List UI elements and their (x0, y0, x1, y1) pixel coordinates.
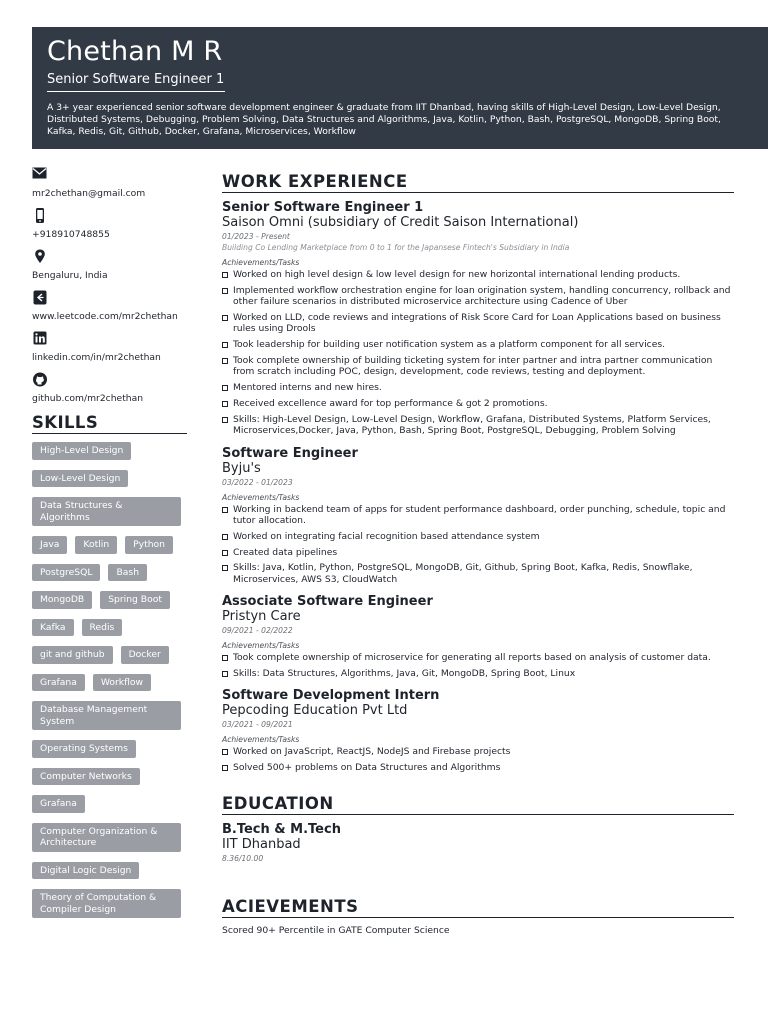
task-item: Created data pipelines (222, 547, 734, 558)
skill-tag: Digital Logic Design (32, 862, 139, 880)
leetcode-text: www.leetcode.com/mr2chethan (32, 311, 178, 322)
task-item: Skills: Data Structures, Algorithms, Java, Git, MongoDB, Spring Boot, Linux (222, 668, 734, 679)
candidate-name: Chethan M R (47, 36, 223, 67)
phone-text: +918910748855 (32, 229, 110, 240)
resume-header (32, 27, 768, 149)
task-list (222, 504, 734, 586)
task-item: Working in backend team of apps for student performance dashboard, order punching, schedule, topic and tutor allocation. (222, 504, 734, 527)
linkedin-icon (32, 331, 187, 346)
school: IIT Dhanbad (222, 836, 301, 852)
task-item: Skills: Java, Kotlin, Python, PostgreSQL, MongoDB, Git, Github, Spring Boot, Kafka, Redis, Snowflake, Microservices, AWS S3, CloudWatch (222, 562, 734, 585)
sidebar (32, 167, 187, 918)
contact-github[interactable] (32, 372, 187, 404)
achievements-label: Achievements/Tasks (222, 735, 300, 745)
skill-tag: Data Structures & Algorithms (32, 497, 181, 526)
skill-tag: High-Level Design (32, 442, 131, 460)
task-item: Worked on high level design & low level design for new horizontal international lending products. (222, 269, 734, 280)
task-item: Solved 500+ problems on Data Structures and Algorithms (222, 762, 734, 773)
contact-linkedin[interactable] (32, 331, 187, 363)
profile-summary: A 3+ year experienced senior software development engineer & graduate from IIT Dhanbad, having skills of High-Level Design, Low-Level Design, Distributed Systems, Debugging, Problem Solving, Data Structures and Algorithms, Java, Kotlin, Python, Bash, PostgreSQL, MongoDB, Spring Boot, Kafka, Redis, Git, Github, Docker, Grafana, Microservices, Workflow (47, 102, 721, 138)
skill-tag: Operating Systems (32, 740, 136, 758)
skill-tag: PostgreSQL (32, 564, 100, 582)
leetcode-icon (32, 290, 187, 305)
skill-tag: Java (32, 536, 67, 554)
job-dates: 01/2023 - Present (222, 232, 290, 241)
achievements-label: Achievements/Tasks (222, 641, 300, 651)
achievements-label: Achievements/Tasks (222, 492, 300, 502)
job-dates: 03/2022 - 01/2023 (222, 477, 293, 487)
contact-phone[interactable] (32, 208, 187, 240)
job-title: Senior Software Engineer 1 (222, 200, 424, 215)
location-icon (32, 249, 187, 264)
skill-tag: Computer Networks (32, 768, 140, 786)
task-list (222, 269, 734, 437)
achievements-section (222, 898, 734, 937)
job-title: Software Development Intern (222, 688, 440, 704)
skill-tag: Database Management System (32, 701, 181, 730)
job-title: Associate Software Engineer (222, 594, 433, 610)
achievement-item: Scored 90+ Percentile in GATE Computer Science (222, 924, 450, 936)
contact-email[interactable] (32, 167, 187, 199)
skill-tag: Theory of Computation & Compiler Design (32, 889, 181, 918)
skill-tag: Low-Level Design (32, 470, 128, 488)
contact-location (32, 249, 187, 281)
linkedin-text: linkedin.com/in/mr2chethan (32, 352, 161, 363)
achievements-heading: ACIEVEMENTS (222, 898, 734, 918)
task-item: Worked on JavaScript, ReactJS, NodeJS and Firebase projects (222, 746, 734, 757)
task-item: Took complete ownership of building ticketing system for inter partner and intra partner communication from scratch including POC, design, development, code reviews, testing and deployment. (222, 355, 734, 378)
skill-tag: Computer Organization & Architecture (32, 823, 181, 852)
task-item: Took complete ownership of microservice for generating all reports based on analysis of customer data. (222, 652, 734, 663)
task-list (222, 652, 734, 679)
skill-tag: Kotlin (75, 536, 117, 554)
task-item: Received excellence award for top performance & got 2 promotions. (222, 398, 734, 409)
skill-tag: Kafka (32, 619, 74, 637)
skill-tag: Python (125, 536, 173, 554)
job-title: Software Engineer (222, 445, 358, 461)
job-entry (222, 200, 734, 437)
skill-tag: MongoDB (32, 591, 92, 609)
task-item: Worked on LLD, code reviews and integrations of Risk Score Card for Loan Applications based on business rules using Drools (222, 312, 734, 335)
education-section (222, 795, 734, 864)
skills-list (32, 442, 187, 918)
task-item: Mentored interns and new hires. (222, 382, 734, 393)
location-text: Bengaluru, India (32, 270, 108, 281)
task-item: Implemented workflow orchestration engine for loan origination system, handling concurrency, rollback and other failure scenarios in distributed microservice architecture using Cadence of Uber (222, 285, 734, 308)
email-icon (32, 167, 187, 182)
contact-leetcode[interactable] (32, 290, 187, 322)
github-text: github.com/mr2chethan (32, 393, 144, 404)
job-entry (222, 688, 734, 773)
skills-heading: SKILLS (32, 413, 187, 434)
company-name: Byju's (222, 460, 261, 476)
skill-tag: Redis (82, 619, 123, 637)
email-text: mr2chethan@gmail.com (32, 188, 146, 199)
company-name: Pepcoding Education Pvt Ltd (222, 703, 408, 719)
company-name: Saison Omni (subsidiary of Credit Saison International) (222, 215, 579, 230)
task-item: Took leadership for building user notification system as a platform component for all services. (222, 339, 734, 350)
degree: B.Tech & M.Tech (222, 821, 341, 837)
company-name: Pristyn Care (222, 609, 301, 625)
task-list (222, 746, 734, 773)
skill-tag: Grafana (32, 795, 85, 813)
job-description: Building Co Lending Marketplace from 0 to 1 for the Japansese Fintech's Subsidiary in India (222, 243, 570, 252)
skill-tag: git and github (32, 646, 113, 664)
score: 8.36/10.00 (222, 853, 264, 863)
job-entry (222, 446, 734, 586)
job-entry (222, 594, 734, 679)
work-experience-heading: WORK EXPERIENCE (222, 173, 734, 193)
phone-icon (32, 208, 187, 223)
skill-tag: Grafana (32, 674, 85, 692)
skill-tag: Workflow (93, 674, 151, 692)
job-dates: 09/2021 - 02/2022 (222, 626, 293, 636)
achievements-label: Achievements/Tasks (222, 258, 300, 267)
task-item: Skills: High-Level Design, Low-Level Design, Workflow, Grafana, Distributed Systems, Platform Services, Microservices,Docker, Java, Python, Bash, Spring Boot, PostgreSQL, Debugging, Problem Solving (222, 414, 734, 437)
skill-tag: Bash (108, 564, 147, 582)
task-item: Worked on integrating facial recognition based attendance system (222, 531, 734, 542)
main-content (222, 173, 734, 937)
skill-tag: Docker (121, 646, 169, 664)
github-icon (32, 372, 187, 387)
education-heading: EDUCATION (222, 795, 734, 815)
job-list (222, 200, 734, 774)
job-dates: 03/2021 - 09/2021 (222, 720, 293, 730)
skill-tag: Spring Boot (100, 591, 170, 609)
candidate-title: Senior Software Engineer 1 (47, 71, 225, 92)
